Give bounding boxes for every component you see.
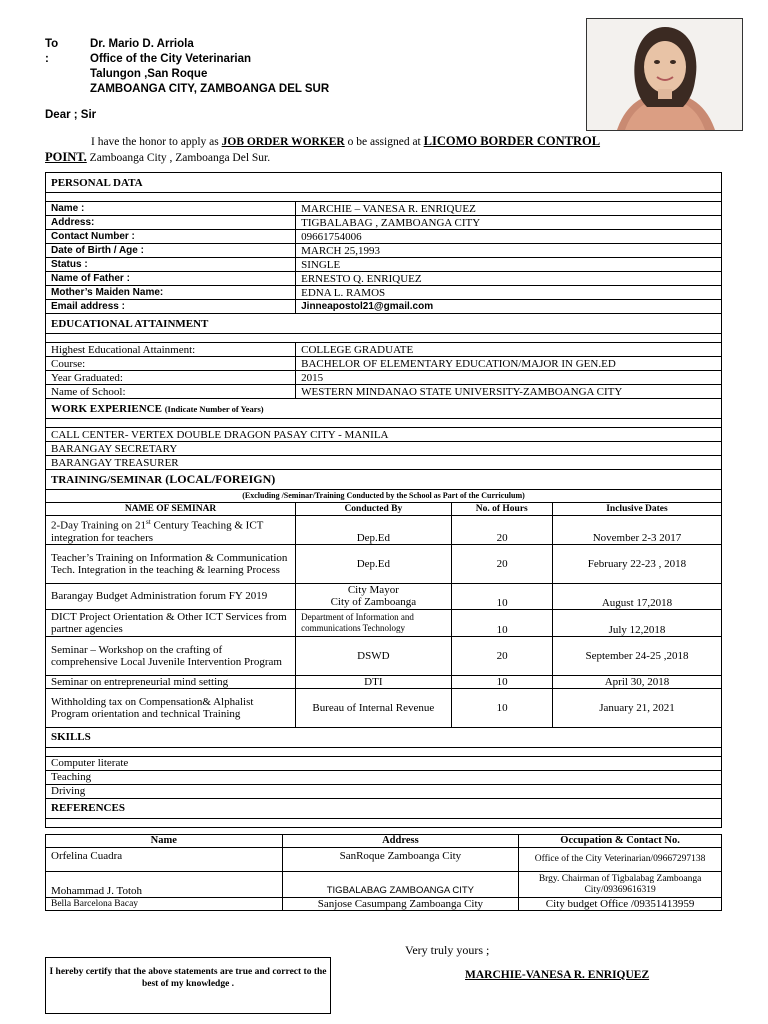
field-value: 2015 (296, 371, 722, 385)
ref-occupation: Office of the City Veterinarian/09667297138 (519, 848, 722, 872)
references-table (45, 834, 722, 911)
seminar-conducted-by: Dep.Ed (296, 516, 451, 545)
training-note: (Excluding /Seminar/Training Conducted by the School as Part of the Curriculum) (46, 490, 722, 503)
field-label: Mother’s Maiden Name: (46, 286, 296, 300)
addressee-street: Talungon ,San Roque (90, 68, 208, 80)
personal-row (46, 230, 722, 244)
seminar-row (46, 516, 722, 545)
section-education-title: EDUCATIONAL ATTAINMENT (46, 314, 722, 334)
seminar-hours: 10 (451, 609, 552, 636)
field-value: 09661754006 (296, 230, 722, 244)
seminar-dates: November 2-3 2017 (552, 516, 721, 545)
seminar-hours: 10 (451, 688, 552, 727)
work-item: CALL CENTER- VERTEX DOUBLE DRAGON PASAY CITY - MANILA (46, 428, 722, 442)
field-value: MARCHIE – VANESA R. ENRIQUEZ (296, 202, 722, 216)
personal-row (46, 244, 722, 258)
reference-row (46, 848, 722, 872)
ref-header-address: Address (282, 835, 519, 848)
ref-occupation: City budget Office /09351413959 (519, 898, 722, 911)
seminar-name: 2-Day Training on 21st Century Teaching & ICT integration for teachers (46, 516, 296, 545)
seminar-name: Seminar – Workshop on the crafting of comprehensive Local Juvenile Intervention Program (46, 636, 296, 675)
field-label: Name of Father : (46, 272, 296, 286)
seminar-hours: 20 (451, 544, 552, 583)
col-header-conducted: Conducted By (296, 503, 451, 516)
seminar-conducted-by: DSWD (296, 636, 451, 675)
addressee-name: Dr. Mario D. Arriola (90, 38, 194, 50)
seminar-conducted-by: Department of Information and communications Technology (296, 609, 451, 636)
field-label: Course: (46, 357, 296, 371)
ref-name: Mohammad J. Totoh (46, 872, 283, 898)
personal-row (46, 286, 722, 300)
education-row (46, 385, 722, 399)
valediction: Very truly yours ; (405, 943, 490, 957)
field-label: Status : (46, 258, 296, 272)
seminar-name: Barangay Budget Administration forum FY 2019 (46, 583, 296, 609)
work-title-text: WORK EXPERIENCE (51, 402, 162, 415)
seminar-dates: September 24-25 ,2018 (552, 636, 721, 675)
field-value: ERNESTO Q. ENRIQUEZ (296, 272, 722, 286)
ref-header-occupation: Occupation & Contact No. (519, 835, 722, 848)
salutation: Dear ; Sir (45, 109, 97, 121)
field-value: BACHELOR OF ELEMENTARY EDUCATION/MAJOR IN GEN.ED (296, 357, 722, 371)
intro-text-b: o be assigned at (344, 136, 424, 148)
ref-header-name: Name (46, 835, 283, 848)
addressee-office: Office of the City Veterinarian (90, 53, 252, 65)
work-item: BARANGAY SECRETARY (46, 442, 722, 456)
seminar-row (46, 544, 722, 583)
skill-item: Computer literate (46, 756, 722, 770)
seminar-name: DICT Project Orientation & Other ICT Services from partner agencies (46, 609, 296, 636)
ref-address: SanRoque Zamboanga City (282, 848, 519, 872)
ref-address: TIGBALABAG ZAMBOANGA CITY (282, 872, 519, 898)
personal-row (46, 258, 722, 272)
field-value: MARCH 25,1993 (296, 244, 722, 258)
section-training-title (46, 470, 722, 490)
col-header-hours: No. of Hours (451, 503, 552, 516)
ref-name: Orfelina Cuadra (46, 848, 283, 872)
seminar-row (46, 688, 722, 727)
education-row (46, 343, 722, 357)
field-label: Date of Birth / Age : (46, 244, 296, 258)
applicant-photo (586, 18, 743, 131)
intro-text-a: I have the honor to apply as (91, 136, 222, 148)
col-header-dates: Inclusive Dates (552, 503, 721, 516)
skill-item: Teaching (46, 770, 722, 784)
field-label: Name : (46, 202, 296, 216)
signature-name: MARCHIE-VANESA R. ENRIQUEZ (465, 969, 650, 981)
personal-row (46, 202, 722, 216)
field-value: WESTERN MINDANAO STATE UNIVERSITY-ZAMBOANGA CITY (296, 385, 722, 399)
field-label: Email address : (46, 300, 296, 314)
seminar-name: Withholding tax on Compensation& Alphalist Program orientation and technical Training (46, 688, 296, 727)
intro-position: JOB ORDER WORKER (221, 136, 345, 148)
field-value: TIGBALABAG , ZAMBOANGA CITY (296, 216, 722, 230)
reference-row (46, 872, 722, 898)
application-form (45, 172, 722, 828)
field-label: Name of School: (46, 385, 296, 399)
seminar-dates: July 12,2018 (552, 609, 721, 636)
seminar-conducted-by: Dep.Ed (296, 544, 451, 583)
seminar-hours: 10 (451, 583, 552, 609)
ref-name: Bella Barcelona Bacay (46, 898, 283, 911)
seminar-hours: 20 (451, 636, 552, 675)
reference-row (46, 898, 722, 911)
to-label: To : (45, 38, 59, 65)
personal-row (46, 216, 722, 230)
seminar-conducted-by: City Mayor City of Zamboanga (296, 583, 451, 609)
seminar-dates: August 17,2018 (552, 583, 721, 609)
intro-paragraph (45, 134, 715, 166)
section-work-title (46, 399, 722, 419)
col-header-seminar: NAME OF SEMINAR (46, 503, 296, 516)
seminar-row (46, 609, 722, 636)
seminar-conducted-by: Bureau of Internal Revenue (296, 688, 451, 727)
seminar-dates: February 22-23 , 2018 (552, 544, 721, 583)
ref-occupation: Brgy. Chairman of Tigbalabag Zamboanga City/09369616319 (519, 872, 722, 898)
field-label: Highest Educational Attainment: (46, 343, 296, 357)
training-title-text: TRAINING/SEMINAR (51, 474, 163, 486)
education-row (46, 357, 722, 371)
work-item: BARANGAY TREASURER (46, 456, 722, 470)
personal-row (46, 300, 722, 314)
field-label: Year Graduated: (46, 371, 296, 385)
seminar-hours: 10 (451, 675, 552, 688)
intro-place: LICOMO BORDER CONTROL (423, 134, 601, 148)
work-note: (Indicate Number of Years) (164, 403, 264, 414)
section-skills-title: SKILLS (46, 727, 722, 747)
section-references-title: REFERENCES (46, 798, 722, 818)
intro-text-c: Zamboanga City , Zamboanga Del Sur. (86, 152, 271, 164)
seminar-dates: April 30, 2018 (552, 675, 721, 688)
section-personal-title: PERSONAL DATA (46, 173, 722, 193)
addressee-city: ZAMBOANGA CITY, ZAMBOANGA DEL SUR (90, 83, 330, 95)
intro-place-cont: POINT. (45, 150, 87, 164)
education-row (46, 371, 722, 385)
training-title-suffix: (LOCAL/FOREIGN) (162, 472, 276, 486)
field-value: EDNA L. RAMOS (296, 286, 722, 300)
seminar-conducted-by: DTI (296, 675, 451, 688)
field-value: SINGLE (296, 258, 722, 272)
personal-row (46, 272, 722, 286)
certification-box: I hereby certify that the above statements are true and correct to the best of my knowledge . (45, 957, 331, 1014)
skill-item: Driving (46, 784, 722, 798)
seminar-row (46, 636, 722, 675)
seminar-name: Seminar on entrepreneurial mind setting (46, 675, 296, 688)
seminar-name: Teacher’s Training on Information & Communication Tech. Integration in the teaching & learning Process (46, 544, 296, 583)
seminar-row (46, 583, 722, 609)
ref-address: Sanjose Casumpang Zamboanga City (282, 898, 519, 911)
seminar-dates: January 21, 2021 (552, 688, 721, 727)
field-value: COLLEGE GRADUATE (296, 343, 722, 357)
seminar-hours: 20 (451, 516, 552, 545)
field-label: Contact Number : (46, 230, 296, 244)
field-label: Address: (46, 216, 296, 230)
field-value: Jinneapostol21@gmail.com (296, 300, 722, 314)
seminar-row (46, 675, 722, 688)
